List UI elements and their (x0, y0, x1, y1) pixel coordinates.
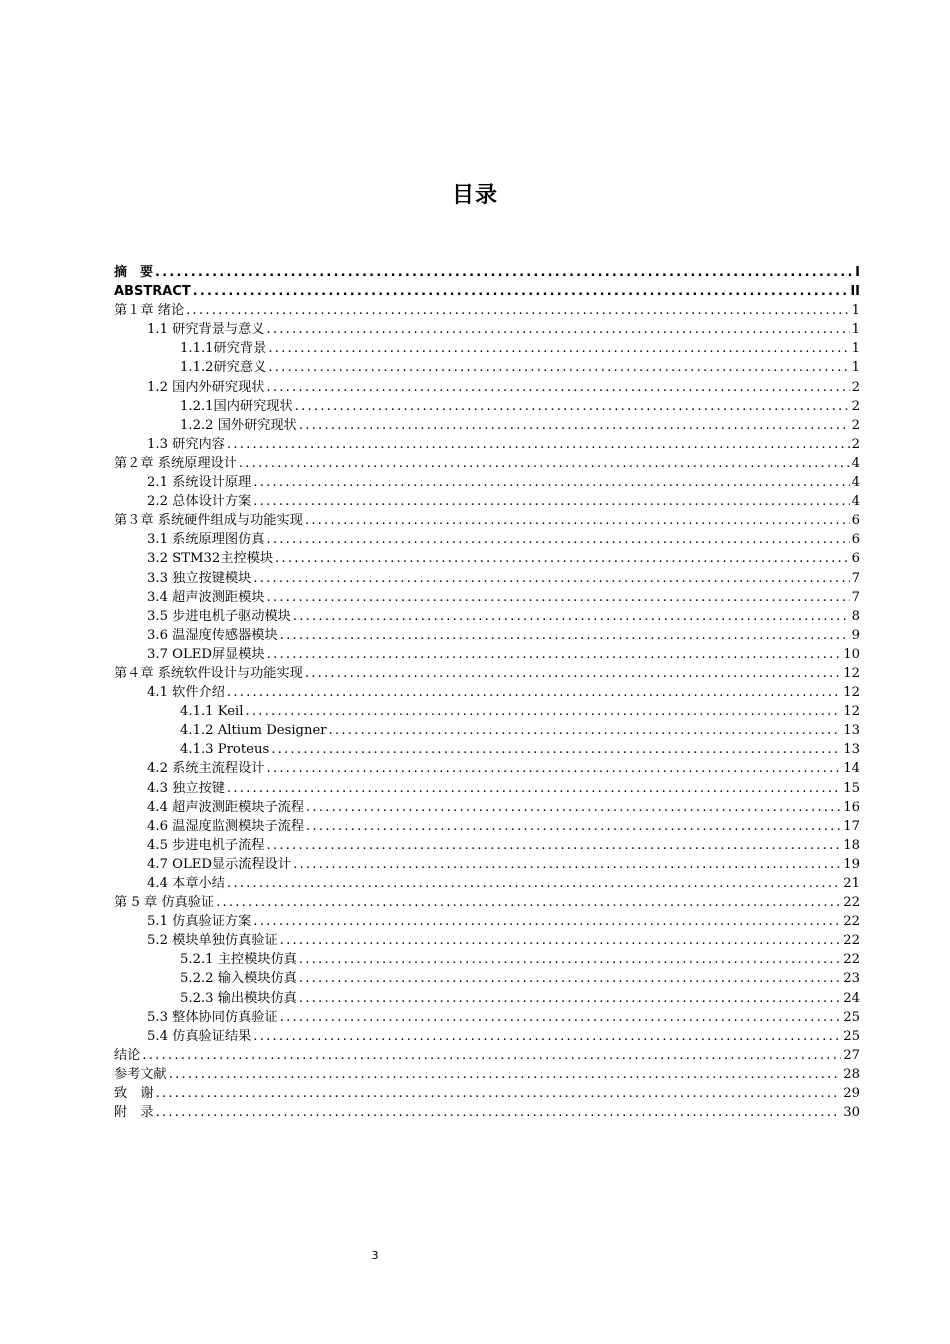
toc-entry-page: 18 (843, 837, 860, 853)
toc-entry-label: 1.1 研究背景与意义 (147, 322, 265, 338)
toc-entry[interactable] (114, 931, 860, 950)
toc-entry-page: I (855, 265, 860, 280)
toc-leader-dots (266, 836, 841, 855)
toc-leader-dots (299, 969, 841, 988)
toc-entry-page: 9 (851, 627, 860, 643)
toc-entry-label: 2.2 总体设计方案 (147, 494, 252, 510)
toc-entry-label: 4.3 独立按键 (147, 780, 225, 796)
toc-entry-label: 第１章 绪论 (114, 303, 185, 319)
toc-entry-page: 28 (843, 1066, 860, 1082)
toc-leader-dots (329, 721, 842, 740)
toc-entry-page: 13 (843, 723, 860, 739)
toc-leader-dots (268, 339, 849, 358)
toc-entry-label: 1.1.2研究意义 (180, 360, 267, 376)
toc-entry-page: 24 (843, 990, 860, 1006)
toc-entry-page: 12 (843, 704, 860, 720)
toc-entry-page: 7 (851, 589, 860, 605)
toc-entry-page: 17 (843, 818, 860, 834)
toc-leader-dots (253, 912, 841, 931)
toc-entry-label: 第２章 系统原理设计 (114, 455, 237, 471)
toc-leader-dots (253, 569, 849, 588)
toc-entry[interactable] (114, 607, 860, 626)
toc-entry-label: 1.2.1国内研究现状 (180, 398, 293, 414)
toc-entry-label: 3.3 独立按键模块 (147, 570, 252, 586)
toc-entry-label: 4.1.3 Proteus (180, 742, 270, 758)
toc-entry-label: 5.2.3 输出模块仿真 (180, 990, 297, 1006)
toc-leader-dots (266, 320, 849, 339)
toc-leader-dots (280, 626, 850, 645)
toc-entry-page: 7 (851, 570, 860, 586)
toc-leader-dots (306, 817, 841, 836)
toc-entry-page: II (850, 284, 860, 300)
toc-leader-dots (293, 855, 841, 874)
toc-leader-dots (227, 435, 850, 454)
toc-entry[interactable] (114, 969, 860, 988)
toc-entry-label: 4.2 系统主流程设计 (147, 761, 265, 777)
toc-entry[interactable] (114, 702, 860, 721)
toc-entry-label: 1.1.1研究背景 (180, 341, 267, 357)
toc-entry-label: 摘 要 (114, 265, 154, 280)
toc-entry-label: 致 谢 (114, 1086, 154, 1102)
toc-leader-dots (306, 798, 841, 817)
toc-leader-dots (299, 989, 841, 1008)
toc-entry-label: 5.2.2 输入模块仿真 (180, 971, 297, 987)
toc-leader-dots (169, 1065, 841, 1084)
toc-entry-label: 第３章 系统硬件组成与功能实现 (114, 513, 303, 529)
toc-leader-dots (239, 454, 850, 473)
toc-entry[interactable] (114, 1027, 860, 1046)
toc-entry[interactable] (114, 530, 860, 549)
toc-entry-page: 12 (843, 665, 860, 681)
toc-entry-page: 13 (843, 742, 860, 758)
toc-entry[interactable] (114, 1103, 860, 1122)
toc-entry-page: 14 (843, 761, 860, 777)
toc-entry-page: 6 (851, 551, 860, 567)
toc-entry-label: 5.2.1 主控模块仿真 (180, 952, 297, 968)
toc-entry-label: 附 录 (114, 1105, 154, 1121)
toc-entry-label: 4.6 温湿度监测模块子流程 (147, 818, 305, 834)
toc-entry[interactable] (114, 263, 860, 282)
toc-entry-label: 3.6 温湿度传感器模块 (147, 627, 278, 643)
toc-entry[interactable] (114, 989, 860, 1008)
toc-leader-dots (245, 702, 841, 721)
toc-entry-label: 4.4 本章小结 (147, 876, 225, 891)
toc-entry[interactable] (114, 874, 860, 893)
toc-entry[interactable] (114, 759, 860, 778)
toc-entry-page: 2 (851, 436, 860, 452)
toc-entry[interactable] (114, 798, 860, 817)
toc-entry[interactable] (114, 378, 860, 397)
toc-entry-page: 2 (851, 398, 860, 414)
toc-entry-label: 4.5 步进电机子流程 (147, 837, 265, 853)
toc-entry-page: 23 (843, 971, 860, 987)
toc-entry-page: 1 (851, 360, 860, 376)
toc-entry-label: 3.2 STM32主控模块 (147, 551, 274, 567)
toc-entry-label: 1.2.2 国外研究现状 (180, 417, 297, 433)
toc-entry-page: 19 (843, 856, 860, 872)
toc-entry-label: 第 5 章 仿真验证 (114, 895, 215, 911)
toc-entry-label: 5.4 仿真验证结果 (147, 1028, 252, 1044)
toc-entry[interactable] (114, 740, 860, 759)
toc-entry-label: 3.4 超声波测距模块 (147, 589, 265, 605)
toc-entry[interactable] (114, 282, 860, 301)
toc-entry[interactable] (114, 416, 860, 435)
toc-entry[interactable] (114, 1065, 860, 1084)
toc-entry-page: 2 (851, 417, 860, 433)
toc-leader-dots (266, 588, 849, 607)
toc-leader-dots (186, 301, 849, 320)
toc-entry[interactable] (114, 454, 860, 473)
toc-entry-page: 1 (851, 341, 860, 357)
toc-entry-page: 22 (843, 933, 860, 949)
toc-leader-dots (293, 607, 850, 626)
toc-entry-page: 1 (851, 322, 860, 338)
toc-entry-label: 5.1 仿真验证方案 (147, 914, 252, 930)
toc-leader-dots (305, 511, 850, 530)
toc-entry-page: 8 (851, 608, 860, 624)
toc-entry-label: 2.1 系统设计原理 (147, 475, 252, 491)
toc-entry-page: 29 (843, 1086, 860, 1102)
toc-entry[interactable] (114, 1046, 860, 1065)
toc-leader-dots (227, 683, 841, 702)
toc-entry[interactable] (114, 836, 860, 855)
toc-entry[interactable] (114, 664, 860, 683)
toc-leader-dots (253, 473, 849, 492)
toc-leader-dots (267, 645, 842, 664)
toc-entry[interactable] (114, 358, 860, 377)
page-number: 3 (371, 1249, 379, 1262)
toc-entry-page: 22 (843, 952, 860, 968)
toc-leader-dots (156, 1103, 842, 1122)
toc-leader-dots (266, 378, 849, 397)
toc-entry-label: 第４章 系统软件设计与功能实现 (114, 665, 303, 681)
toc-entry-page: 25 (843, 1009, 860, 1025)
toc-entry-label: 3.1 系统原理图仿真 (147, 532, 265, 548)
toc-entry-label: 1.3 研究内容 (147, 436, 225, 452)
toc-entry-label: ABSTRACT (114, 284, 191, 300)
toc-entry-page: 6 (851, 513, 860, 529)
toc-leader-dots (299, 416, 850, 435)
toc-entry[interactable] (114, 912, 860, 931)
toc-entry-label: 5.2 模块单独仿真验证 (147, 933, 278, 949)
toc-leader-dots (266, 530, 849, 549)
toc-entry[interactable] (114, 511, 860, 530)
toc-entry-label: 3.7 OLED屏显模块 (147, 646, 265, 662)
toc-leader-dots (216, 893, 841, 912)
toc-entry[interactable] (114, 492, 860, 511)
toc-leader-dots (299, 950, 841, 969)
toc-entry-label: 3.5 步进电机子驱动模块 (147, 608, 291, 624)
toc-leader-dots (193, 282, 849, 301)
toc-entry-page: 1 (851, 303, 860, 319)
toc-entry-page: 22 (843, 895, 860, 911)
toc-leader-dots (227, 779, 841, 798)
toc-entry-label: 参考文献 (114, 1066, 167, 1082)
toc-entry[interactable] (114, 1084, 860, 1103)
toc-entry-label: 4.7 OLED显示流程设计 (147, 856, 292, 872)
toc-entry[interactable] (114, 817, 860, 836)
toc-entry[interactable] (114, 721, 860, 740)
toc-entry[interactable] (114, 569, 860, 588)
toc-entry[interactable] (114, 855, 860, 874)
toc-entry[interactable] (114, 645, 860, 664)
toc-entry[interactable] (114, 626, 860, 645)
toc-entry[interactable] (114, 683, 860, 702)
toc-entry-label: 结论 (114, 1047, 141, 1063)
toc-leader-dots (253, 1027, 841, 1046)
toc-entry-page: 30 (843, 1105, 860, 1121)
toc-entry-label: 1.2 国内外研究现状 (147, 379, 265, 395)
toc-entry-page: 2 (851, 379, 860, 395)
toc-leader-dots (253, 492, 849, 511)
toc-entry-page: 21 (843, 876, 860, 891)
toc-entry-page: 25 (843, 1028, 860, 1044)
toc-entry[interactable] (114, 301, 860, 320)
toc-entry-label: 4.1.1 Keil (180, 704, 244, 720)
toc-entry-label: 5.3 整体协同仿真验证 (147, 1009, 278, 1025)
toc-entry-label: 4.4 超声波测距模块子流程 (147, 799, 305, 815)
toc-entry-page: 4 (851, 455, 860, 471)
toc-entry-label: 4.1.2 Altium Designer (180, 723, 327, 739)
toc-title: 目录 (451, 183, 498, 208)
table-of-contents (114, 263, 860, 1122)
toc-leader-dots (280, 931, 842, 950)
toc-entry-label: 4.1 软件介绍 (147, 685, 225, 701)
toc-leader-dots (295, 397, 850, 416)
toc-entry[interactable] (114, 397, 860, 416)
toc-entry[interactable] (114, 473, 860, 492)
toc-leader-dots (275, 549, 850, 568)
toc-entry[interactable] (114, 779, 860, 798)
toc-leader-dots (266, 759, 841, 778)
toc-entry-page: 4 (851, 494, 860, 510)
toc-entry[interactable] (114, 893, 860, 912)
toc-entry[interactable] (114, 1008, 860, 1027)
toc-entry-page: 6 (851, 532, 860, 548)
toc-leader-dots (271, 740, 841, 759)
toc-entry[interactable] (114, 588, 860, 607)
toc-leader-dots (155, 263, 852, 282)
toc-entry-page: 10 (843, 646, 860, 662)
toc-entry-page: 12 (843, 685, 860, 701)
toc-leader-dots (280, 1008, 842, 1027)
toc-leader-dots (156, 1084, 842, 1103)
toc-leader-dots (305, 664, 841, 683)
toc-entry[interactable] (114, 435, 860, 454)
toc-entry[interactable] (114, 339, 860, 358)
toc-entry-page: 4 (851, 475, 860, 491)
toc-entry[interactable] (114, 950, 860, 969)
toc-entry[interactable] (114, 320, 860, 339)
toc-entry-page: 22 (843, 914, 860, 930)
toc-leader-dots (268, 358, 849, 377)
toc-leader-dots (227, 874, 841, 893)
toc-leader-dots (142, 1046, 841, 1065)
toc-entry-page: 16 (843, 799, 860, 815)
toc-entry[interactable] (114, 549, 860, 568)
toc-entry-page: 27 (843, 1047, 860, 1063)
toc-entry-page: 15 (843, 780, 860, 796)
